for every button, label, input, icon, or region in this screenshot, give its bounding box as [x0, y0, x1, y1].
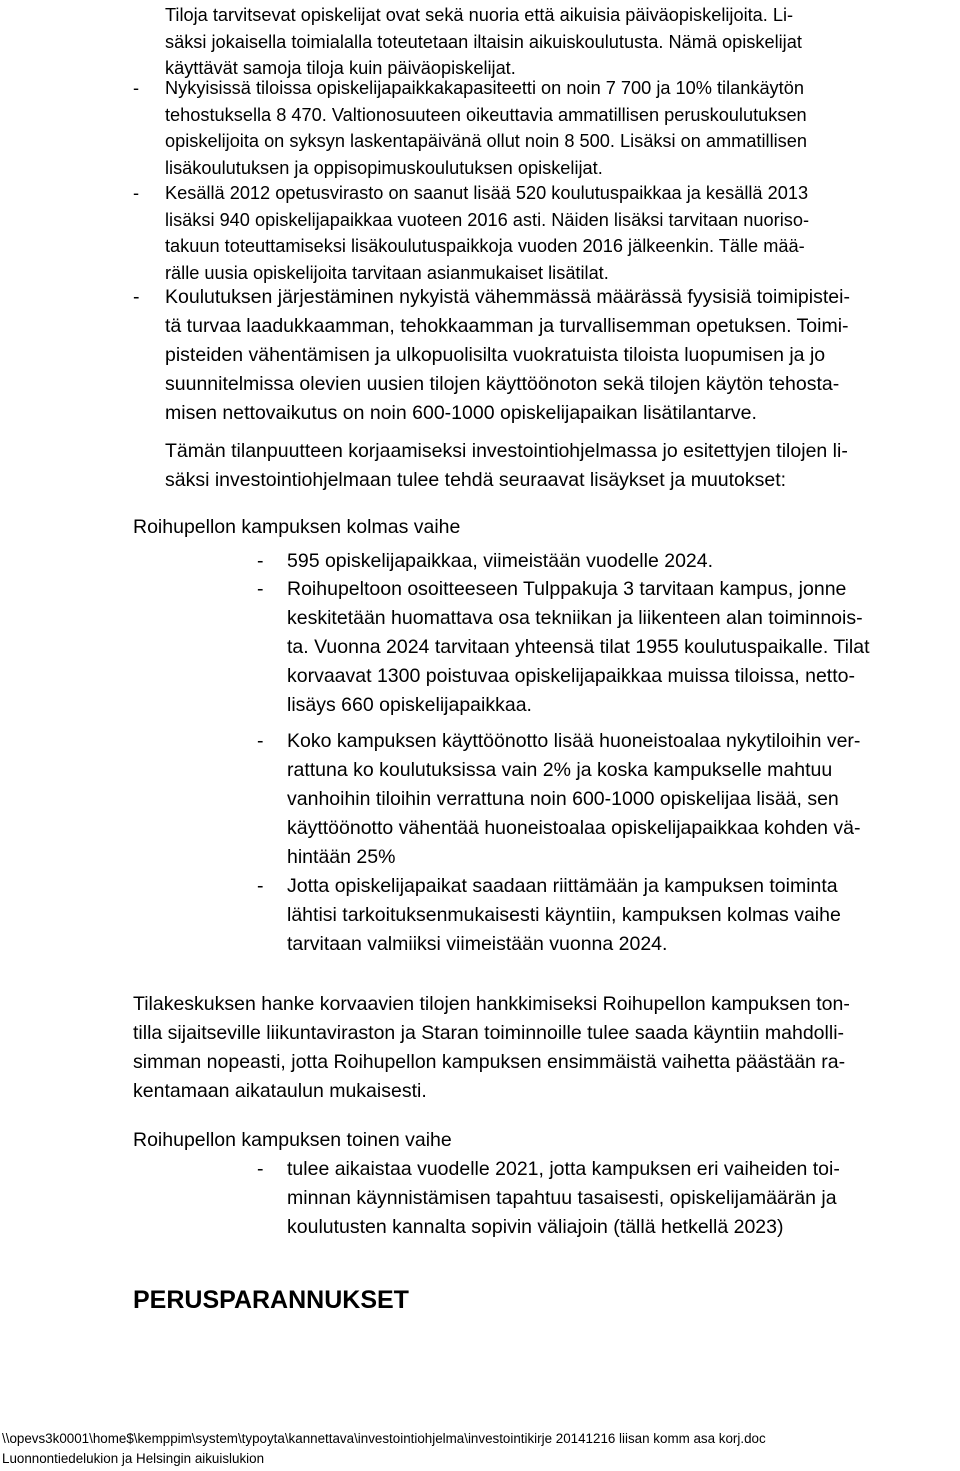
text-line: Koulutuksen järjestäminen nykyistä vähemmässä määrässä fyysisiä toimipistei- — [165, 286, 850, 308]
text-line: korvaavat 1300 poistuvaa opiskelijapaikkaa muissa tiloissa, netto- — [287, 665, 855, 687]
text-line: rälle uusia opiskelijoita tarvitaan asianmukaiset lisätilat. — [165, 262, 609, 283]
phase3-item-schedule — [287, 872, 841, 959]
bullet-capacity — [165, 75, 807, 181]
phase2-item-schedule — [287, 1155, 840, 1242]
text-line: simman nopeasti, jotta Roihupellon kampuksen ensimmäistä vaihetta päästään ra- — [133, 1051, 846, 1073]
text-line: Tiloja tarvitsevat opiskelijat ovat sekä nuoria että aikuisia päiväopiskelijoita. Li- — [165, 5, 794, 25]
text-line: takuun toteuttamiseksi lisäkoulutuspaikkoja vuoden 2016 jälkeenkin. Tälle mää- — [165, 236, 805, 256]
text-line: säksi jokaisella toimialalla toteutetaan iltaisin aikuiskoulutusta. Nämä opiskelijat — [165, 31, 802, 52]
text-line: Nykyisissä tiloissa opiskelijapaikkakapasiteetti on noin 7 700 ja 10% tilankäytön — [165, 78, 804, 98]
text-line: tulee aikaistaa vuodelle 2021, jotta kampuksen eri vaiheiden toi- — [287, 1158, 840, 1180]
text-line: lisäkoulutuksen ja oppisopimuskoulutuksen opiskelijat. — [165, 157, 603, 178]
phase3-item-area — [287, 727, 861, 872]
text-line: tä turvaa laadukkaamman, tehokkaamman ja turvallisemman opetuksen. Toimi- — [165, 315, 849, 337]
text-line: Jotta opiskelijapaikat saadaan riittämään ja kampuksen toiminta — [287, 875, 838, 897]
bullet-dash: - — [257, 875, 264, 897]
correction-paragraph — [165, 437, 848, 495]
phase3-item-places — [287, 547, 713, 576]
text-line: opiskelijoita on syksyn laskentapäivänä ollut noin 8 500. Lisäksi on ammatillisen — [165, 131, 807, 151]
footer-file-path: \\opevs3k0001\home$\kemppim\system\typoyta\kannettava\investointiohjelma\investointikirje 20141216 liisan komm asa korj.doc — [2, 1431, 766, 1446]
intro-paragraph — [165, 2, 802, 82]
text-line: koulutusten kannalta sopivin väliajoin (tällä hetkellä 2023) — [287, 1216, 784, 1238]
text-line: lähtisi tarkoituksenmukaisesti käyntiin, kampuksen kolmas vaihe — [287, 904, 841, 926]
text-line: käyttöönotto vähentää huoneistoalaa opiskelijapaikkaa kohden vä- — [287, 817, 861, 839]
text-line: lisäys 660 opiskelijapaikkaa. — [287, 694, 532, 716]
text-line: Kesällä 2012 opetusvirasto on saanut lisää 520 koulutuspaikkaa ja kesällä 2013 — [165, 183, 809, 203]
bullet-dash: - — [257, 730, 264, 752]
text-line: rattuna ko koulutuksissa vain 2% ja koska kampukselle mahtuu — [287, 759, 833, 781]
bullet-dash: - — [257, 1158, 264, 1180]
bullet-dash: - — [133, 183, 140, 203]
text-line: Tilakeskuksen hanke korvaavien tilojen hankkimiseksi Roihupellon kampuksen ton- — [133, 993, 850, 1015]
text-line: lisäksi 940 opiskelijapaikkaa vuoteen 2016 asti. Näiden lisäksi tarvitaan nuoriso- — [165, 209, 809, 230]
bullet-organization — [165, 283, 850, 428]
text-line: tehostuksella 8 470. Valtionosuuteen oikeuttavia ammatillisen peruskoulutuksen — [165, 104, 807, 125]
phase3-item-campus — [287, 575, 870, 720]
text-line: kentamaan aikataulun mukaisesti. — [133, 1080, 427, 1102]
text-line: tarvitaan valmiiksi viimeistään vuonna 2024. — [287, 933, 668, 955]
bullet-dash: - — [257, 550, 264, 572]
phase2-title: Roihupellon kampuksen toinen vaihe — [133, 1129, 452, 1151]
phase3-title: Roihupellon kampuksen kolmas vaihe — [133, 516, 461, 538]
bullet-dash: - — [257, 578, 264, 600]
text-line: säksi investointiohjelmaan tulee tehdä seuraavat lisäykset ja muutokset: — [165, 469, 787, 491]
text-line: käyttävät samoja tiloja kuin päiväopiskelijat. — [165, 58, 516, 78]
text-line: keskitetään huomattava osa tekniikan ja liikenteen alan toiminnois- — [287, 607, 863, 629]
footer-note: Luonnontiedelukion ja Helsingin aikuislukion — [2, 1451, 265, 1466]
text-line: ta. Vuonna 2024 tarvitaan yhteensä tilat 1955 koulutuspaikalle. Tilat — [287, 636, 870, 658]
section-heading: PERUSPARANNUKSET — [133, 1286, 409, 1314]
text-line: Tämän tilanpuutteen korjaamiseksi investointiohjelmassa jo esitettyjen tilojen li- — [165, 440, 848, 462]
bullet-dash: - — [133, 286, 140, 308]
bullet-training-places — [165, 180, 809, 286]
text-line: vanhoihin tiloihin verrattuna noin 600-1000 opiskelijaa lisää, sen — [287, 788, 839, 810]
bullet-dash: - — [133, 78, 140, 98]
text-line: Koko kampuksen käyttöönotto lisää huoneistoalaa nykytiloihin ver- — [287, 730, 861, 752]
text-line: tilla sijaitseville liikuntaviraston ja Staran toiminnoille tulee saada käyntiin mahdolli- — [133, 1022, 845, 1044]
tilakeskus-paragraph — [133, 990, 850, 1106]
text-line: misen nettovaikutus on noin 600-1000 opiskelijapaikan lisätilantarve. — [165, 402, 757, 424]
text-line: Roihupeltoon osoitteeseen Tulppakuja 3 tarvitaan kampus, jonne — [287, 578, 847, 600]
text-line: minnan käynnistämisen tapahtuu tasaisesti, opiskelijamäärän ja — [287, 1187, 837, 1209]
text-line: 595 opiskelijapaikkaa, viimeistään vuodelle 2024. — [287, 550, 714, 572]
text-line: hintään 25% — [287, 846, 396, 868]
text-line: suunnitelmissa olevien uusien tilojen käyttöönoton sekä tilojen käytön tehosta- — [165, 373, 840, 395]
text-line: pisteiden vähentämisen ja ulkopuolisilta vuokratuista tiloista luopumisen ja jo — [165, 344, 826, 366]
